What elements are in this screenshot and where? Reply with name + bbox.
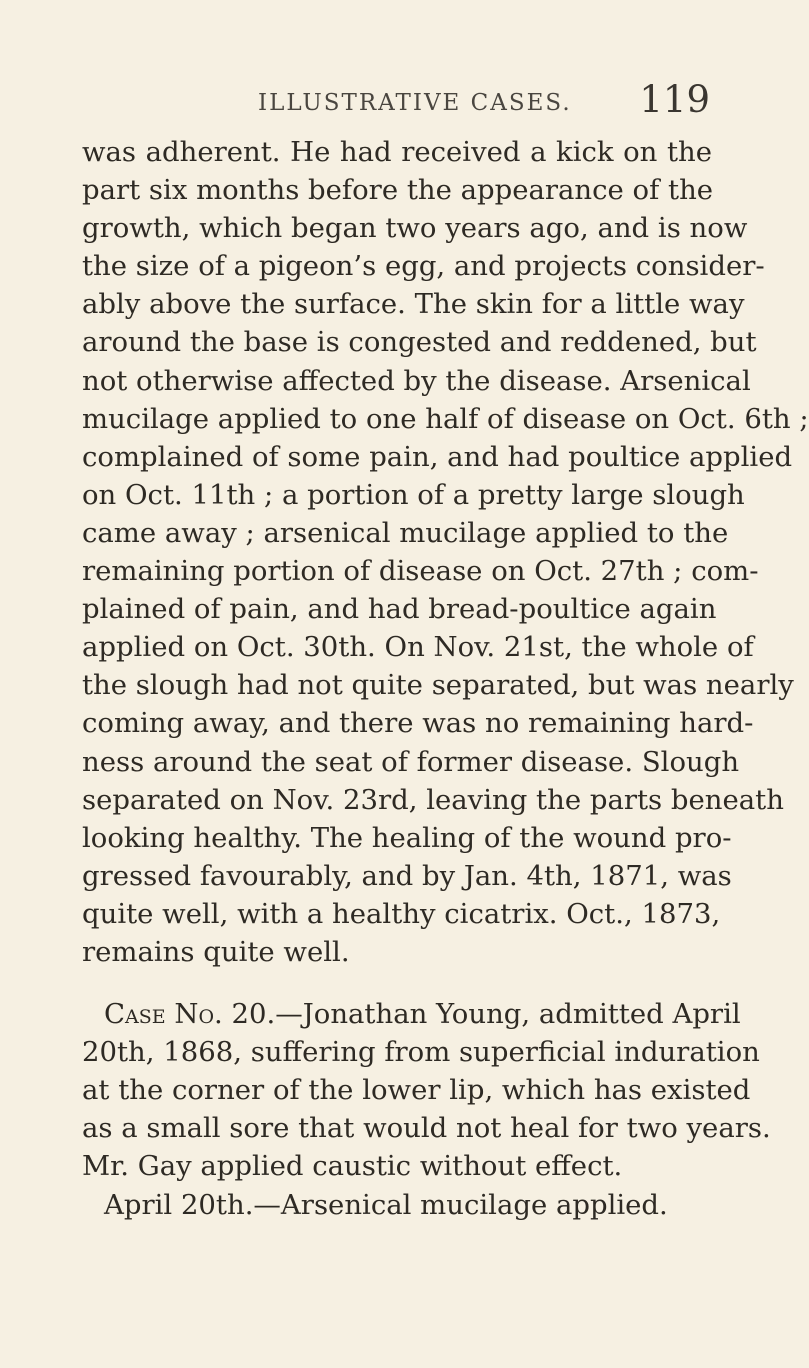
text-line: plained of pain, and had bread-poultice again xyxy=(82,593,717,626)
running-head: ILLUSTRATIVE CASES. xyxy=(258,90,572,116)
text-line: applied on Oct. 30th. On Nov. 21st, the whole of xyxy=(82,631,754,664)
text-line: looking healthy. The healing of the wound pro- xyxy=(82,821,732,854)
paragraph-1 xyxy=(82,133,809,971)
case-entry: April 20th.—Arsenical mucilage applied. xyxy=(104,1188,668,1221)
text-line: on Oct. 11th ; a portion of a pretty large slough xyxy=(82,478,745,511)
text-line: came away ; arsenical mucilage applied to the xyxy=(82,516,729,549)
text-line: Mr. Gay applied caustic without effect. xyxy=(82,1150,623,1183)
body-text xyxy=(82,133,809,1224)
text-line: gressed favourably, and by Jan. 4th, 1871, was xyxy=(82,859,732,892)
text-line: complained of some pain, and had poultice applied xyxy=(82,440,793,473)
text-line: coming away, and there was no remaining hard- xyxy=(82,707,754,740)
text-line: separated on Nov. 23rd, leaving the parts beneath xyxy=(82,783,784,816)
text-line: the size of a pigeon’s egg, and projects consider- xyxy=(82,250,765,283)
text-line: ness around the seat of former disease. Slough xyxy=(82,745,740,778)
text-line: part six months before the appearance of the xyxy=(82,174,714,207)
text-line: around the base is congested and reddened, but xyxy=(82,326,757,359)
text-line: growth, which began two years ago, and is now xyxy=(82,212,748,245)
case-paragraph xyxy=(82,995,771,1224)
case-first-line-text: —Jonathan Young, admitted April xyxy=(275,998,741,1031)
paragraph-gap xyxy=(82,971,712,995)
text-line: as a small sore that would not heal for two years. xyxy=(82,1112,771,1145)
text-line: was adherent. He had received a kick on the xyxy=(82,136,712,168)
page-header xyxy=(258,78,710,128)
page-number: 119 xyxy=(639,78,710,121)
text-line: mucilage applied to one half of disease on Oct. 6th ; xyxy=(82,402,809,435)
text-line: ably above the surface. The skin for a little way xyxy=(82,288,745,321)
text-line: quite well, with a healthy cicatrix. Oct., 1873, xyxy=(82,897,721,930)
text-line: remains quite well. xyxy=(82,935,350,968)
text-line: not otherwise affected by the disease. Arsenical xyxy=(82,364,751,397)
text-line: at the corner of the lower lip, which has existed xyxy=(82,1074,751,1107)
text-line: remaining portion of disease on Oct. 27th ; com- xyxy=(82,555,759,588)
case-label: Case No. 20. xyxy=(104,998,276,1031)
text-line: the slough had not quite separated, but was nearly xyxy=(82,669,794,702)
case-first-line xyxy=(82,995,741,1033)
text-line: 20th, 1868, suffering from superficial induration xyxy=(82,1036,760,1069)
